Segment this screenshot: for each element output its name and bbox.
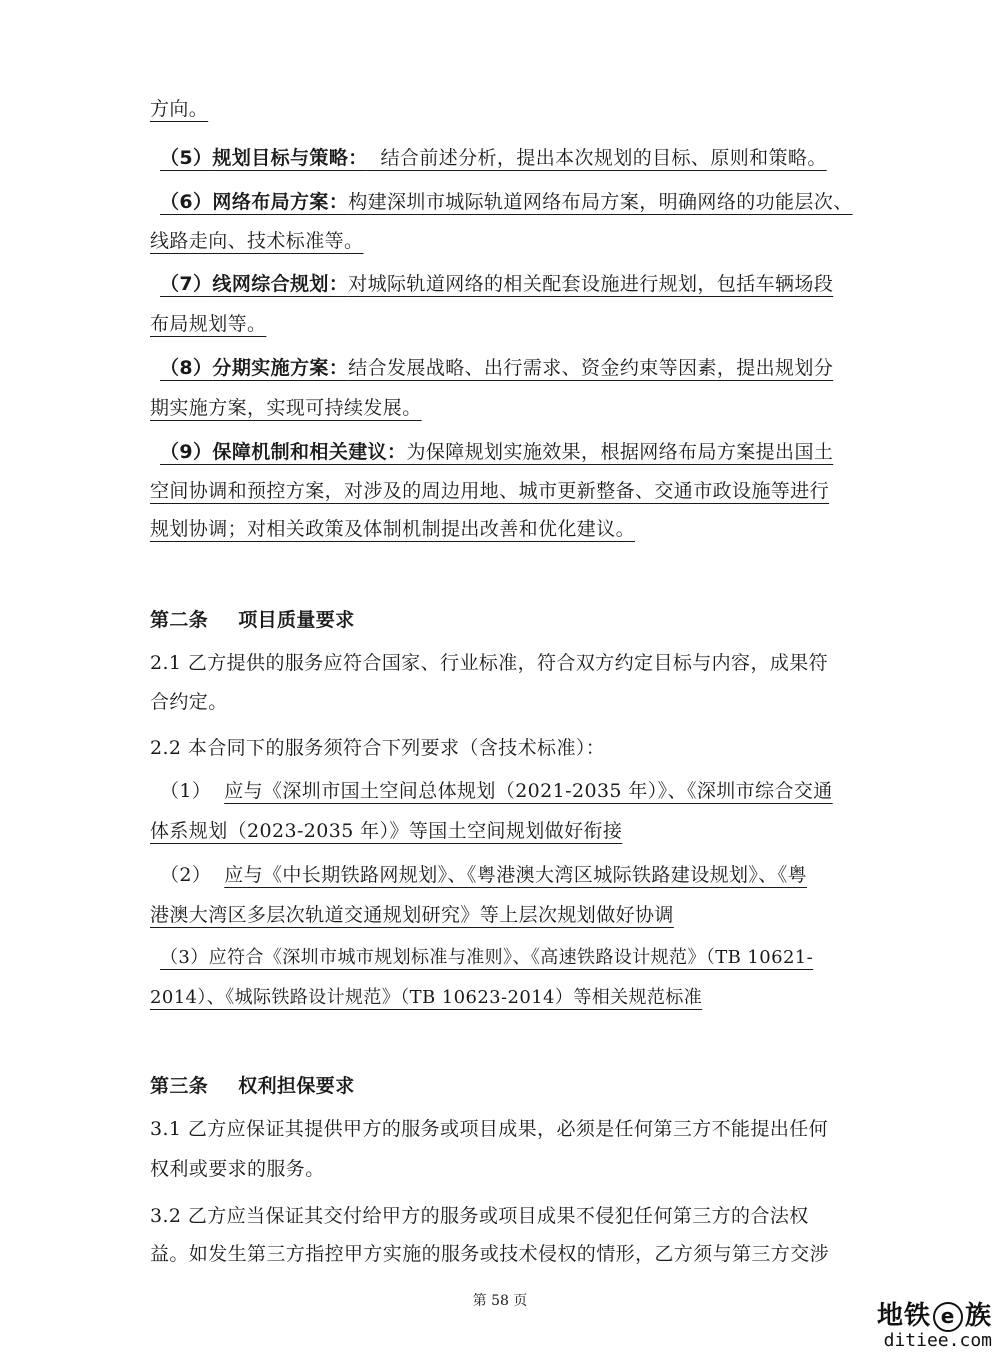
requirement-3: （3）应符合《深圳市城市规划标准与准则》、《高速铁路设计规范》（TB 10621- bbox=[160, 947, 814, 968]
list-item-7 bbox=[160, 271, 860, 297]
article-number: 第三条 bbox=[150, 1075, 209, 1097]
list-item-6 bbox=[160, 189, 860, 215]
item-title: 规划目标与策略： bbox=[212, 147, 368, 169]
text-line: 体系规划（2023-2035 年）》等国土空间规划做好衔接 bbox=[150, 820, 623, 842]
list-item-9 bbox=[160, 439, 860, 465]
item-text: 应与《深圳市国土空间总体规划（2021-2035 年）》、《深圳市综合交通 bbox=[224, 780, 833, 802]
article-3-heading bbox=[150, 1073, 850, 1099]
item-number: （8） bbox=[160, 357, 213, 379]
article-number: 第二条 bbox=[150, 609, 209, 631]
item-title: 网络布局方案： bbox=[212, 191, 349, 213]
item-text: 结合前述分析，提出本次规划的目标、原则和策略。 bbox=[380, 147, 827, 169]
item-number: （5） bbox=[160, 147, 213, 169]
text-line: 合约定。 bbox=[150, 691, 228, 713]
requirement-1 bbox=[160, 778, 860, 804]
requirement-2 bbox=[160, 862, 860, 888]
text-line: 3.1 乙方应保证其提供甲方的服务或项目成果，必须是任何第三方不能提出任何 bbox=[150, 1118, 829, 1140]
text-line: 方向。 bbox=[150, 98, 209, 120]
item-text: 应与《中长期铁路网规划》、《粤港澳大湾区城际铁路建设规划》、《粤 bbox=[224, 864, 807, 886]
page-number: 第 58 页 bbox=[472, 1293, 528, 1309]
text-line: 2014）、《城际铁路设计规范》（TB 10623-2014）等相关规范标准 bbox=[150, 987, 703, 1008]
article-title: 权利担保要求 bbox=[238, 1075, 355, 1097]
item-text: 结合发展战略、出行需求、资金约束等因素，提出规划分 bbox=[348, 357, 834, 379]
item-number: （7） bbox=[160, 273, 213, 295]
item-number: （6） bbox=[160, 191, 213, 213]
item-text: 对城际轨道网络的相关配套设施进行规划，包括车辆场段 bbox=[348, 273, 834, 295]
item-number: （1） bbox=[160, 780, 212, 802]
list-item-8 bbox=[160, 355, 860, 381]
text-line: 益。如发生第三方指控甲方实施的服务或技术侵权的情形，乙方须与第三方交涉 bbox=[150, 1243, 830, 1265]
item-title: 分期实施方案： bbox=[212, 357, 349, 379]
text-line: 规划协调；对相关政策及体制机制提出改善和优化建议。 bbox=[150, 518, 636, 540]
item-title: 线网综合规划： bbox=[212, 273, 349, 295]
item-number: （2） bbox=[160, 864, 212, 886]
item-number: （9） bbox=[160, 441, 213, 463]
article-title: 项目质量要求 bbox=[238, 609, 355, 631]
text-line: 布局规划等。 bbox=[150, 313, 267, 335]
text-line: 2.2 本合同下的服务须符合下列要求（含技术标准）： bbox=[150, 737, 606, 759]
text-line: 港澳大湾区多层次轨道交通规划研究》等上层次规划做好协调 bbox=[150, 904, 674, 926]
item-title: 保障机制和相关建议： bbox=[212, 441, 407, 463]
watermark bbox=[877, 1295, 992, 1351]
text-line: 线路走向、技术标准等。 bbox=[150, 230, 364, 252]
item-text: 为保障规划实施效果，根据网络布局方案提出国土 bbox=[406, 441, 834, 463]
item-text: 构建深圳市城际轨道网络布局方案，明确网络的功能层次、 bbox=[348, 191, 853, 213]
watermark-logo: 地铁 e 族 bbox=[876, 1301, 992, 1331]
article-2-heading bbox=[150, 607, 850, 633]
text-line: 权利或要求的服务。 bbox=[150, 1158, 325, 1180]
e-circle-icon: e bbox=[933, 1302, 963, 1332]
text-line: 期实施方案，实现可持续发展。 bbox=[150, 397, 422, 419]
text-line: 2.1 乙方提供的服务应符合国家、行业标准，符合双方约定目标与内容，成果符 bbox=[150, 652, 829, 674]
text-line: 3.2 乙方应当保证其交付给甲方的服务或项目成果不侵犯任何第三方的合法权 bbox=[150, 1205, 809, 1227]
watermark-url: ditiee.com bbox=[883, 1330, 992, 1351]
text-line: 空间协调和预控方案，对涉及的周边用地、城市更新整备、交通市政设施等进行 bbox=[150, 480, 830, 502]
list-item-5 bbox=[160, 145, 860, 171]
